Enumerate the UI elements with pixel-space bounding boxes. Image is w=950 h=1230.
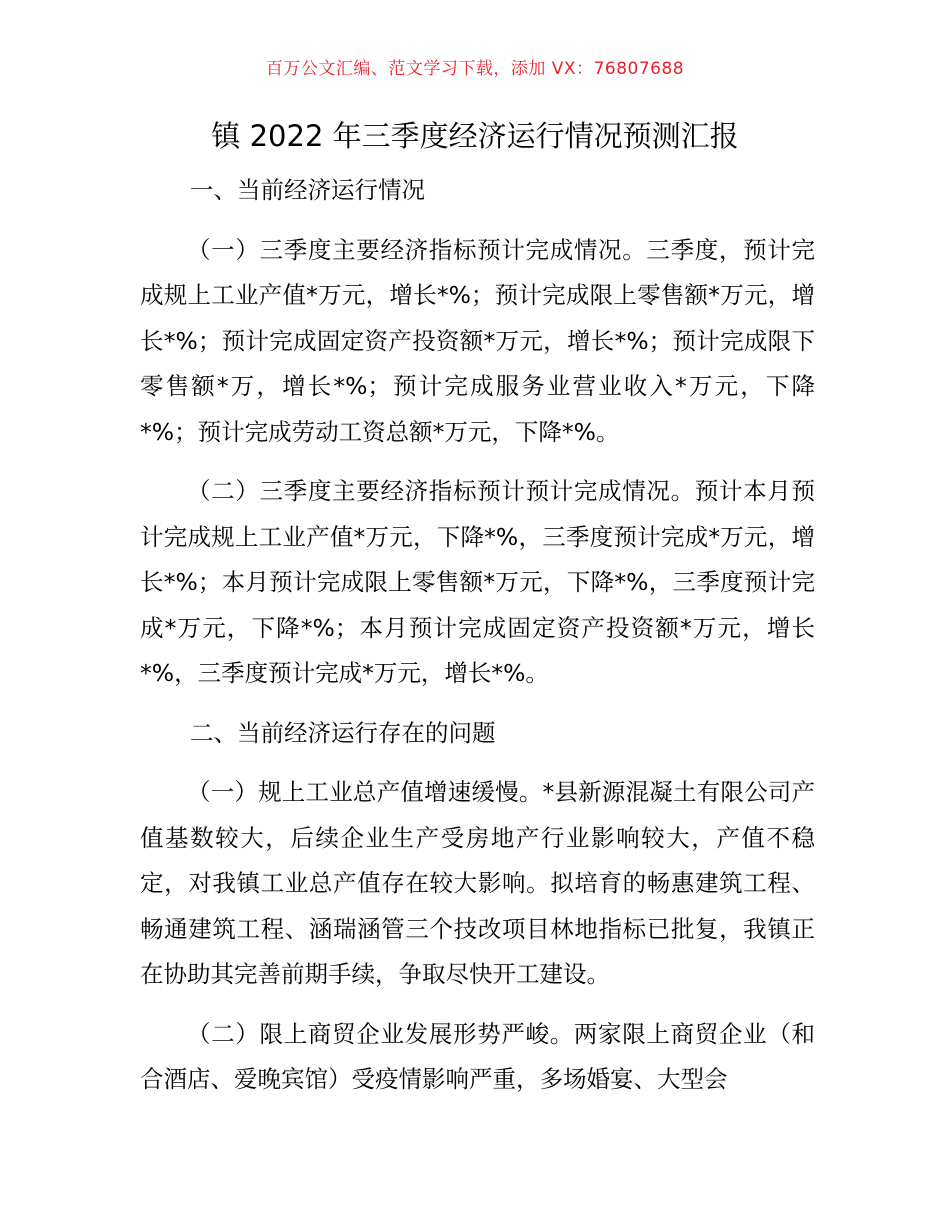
section-heading-problems: 二、当前经济运行存在的问题 [190, 718, 496, 747]
document-body [140, 168, 815, 1117]
paragraph-q3-forecast: （二）三季度主要经济指标预计预计完成情况。预计本月预计完成规上工业产值*万元，下降*%，三季度预计完成*万元，增长*%；本月预计完成限上零售额*万元，下降*%，三季度预计完成*万元，下降*%；本月预计完成固定资产投资额*万元，增长*%，三季度预计完成*万元，增长*%。 [140, 477, 815, 687]
section-heading-current-situation: 一、当前经济运行情况 [190, 176, 425, 204]
paragraph-commerce-situation: （二）限上商贸企业发展形势严峻。两家限上商贸企业（和合酒店、爱晚宾馆）受疫情影响严重，多场婚宴、大型会 [140, 1019, 815, 1093]
paragraph-q3-indicators: （一）三季度主要经济指标预计完成情况。三季度，预计完成规上工业产值*万元，增长*%；预计完成限上零售额*万元，增长*%；预计完成固定资产投资额*万元，增长*%；预计完成限下零售额*万，增长*%；预计完成服务业营业收入*万元，下降*%；预计完成劳动工资总额*万元，下降*%。 [140, 235, 815, 446]
document-title: 镇 2022 年三季度经济运行情况预测汇报 [211, 119, 739, 153]
watermark-header: 百万公文汇编、范文学习下载，添加 VX：76807688 [265, 59, 685, 79]
paragraph-industrial-output: （一）规上工业总产值增速缓慢。*县新源混凝土有限公司产值基数较大，后续企业生产受房地产行业影响较大，产值不稳定，对我镇工业总产值存在较大影响。拟培育的畅惠建筑工程、畅通建筑工程、涵瑞涵管三个技改项目林地指标已批复，我镇正在协助其完善前期手续，争取尽快开工建设。 [140, 778, 815, 988]
